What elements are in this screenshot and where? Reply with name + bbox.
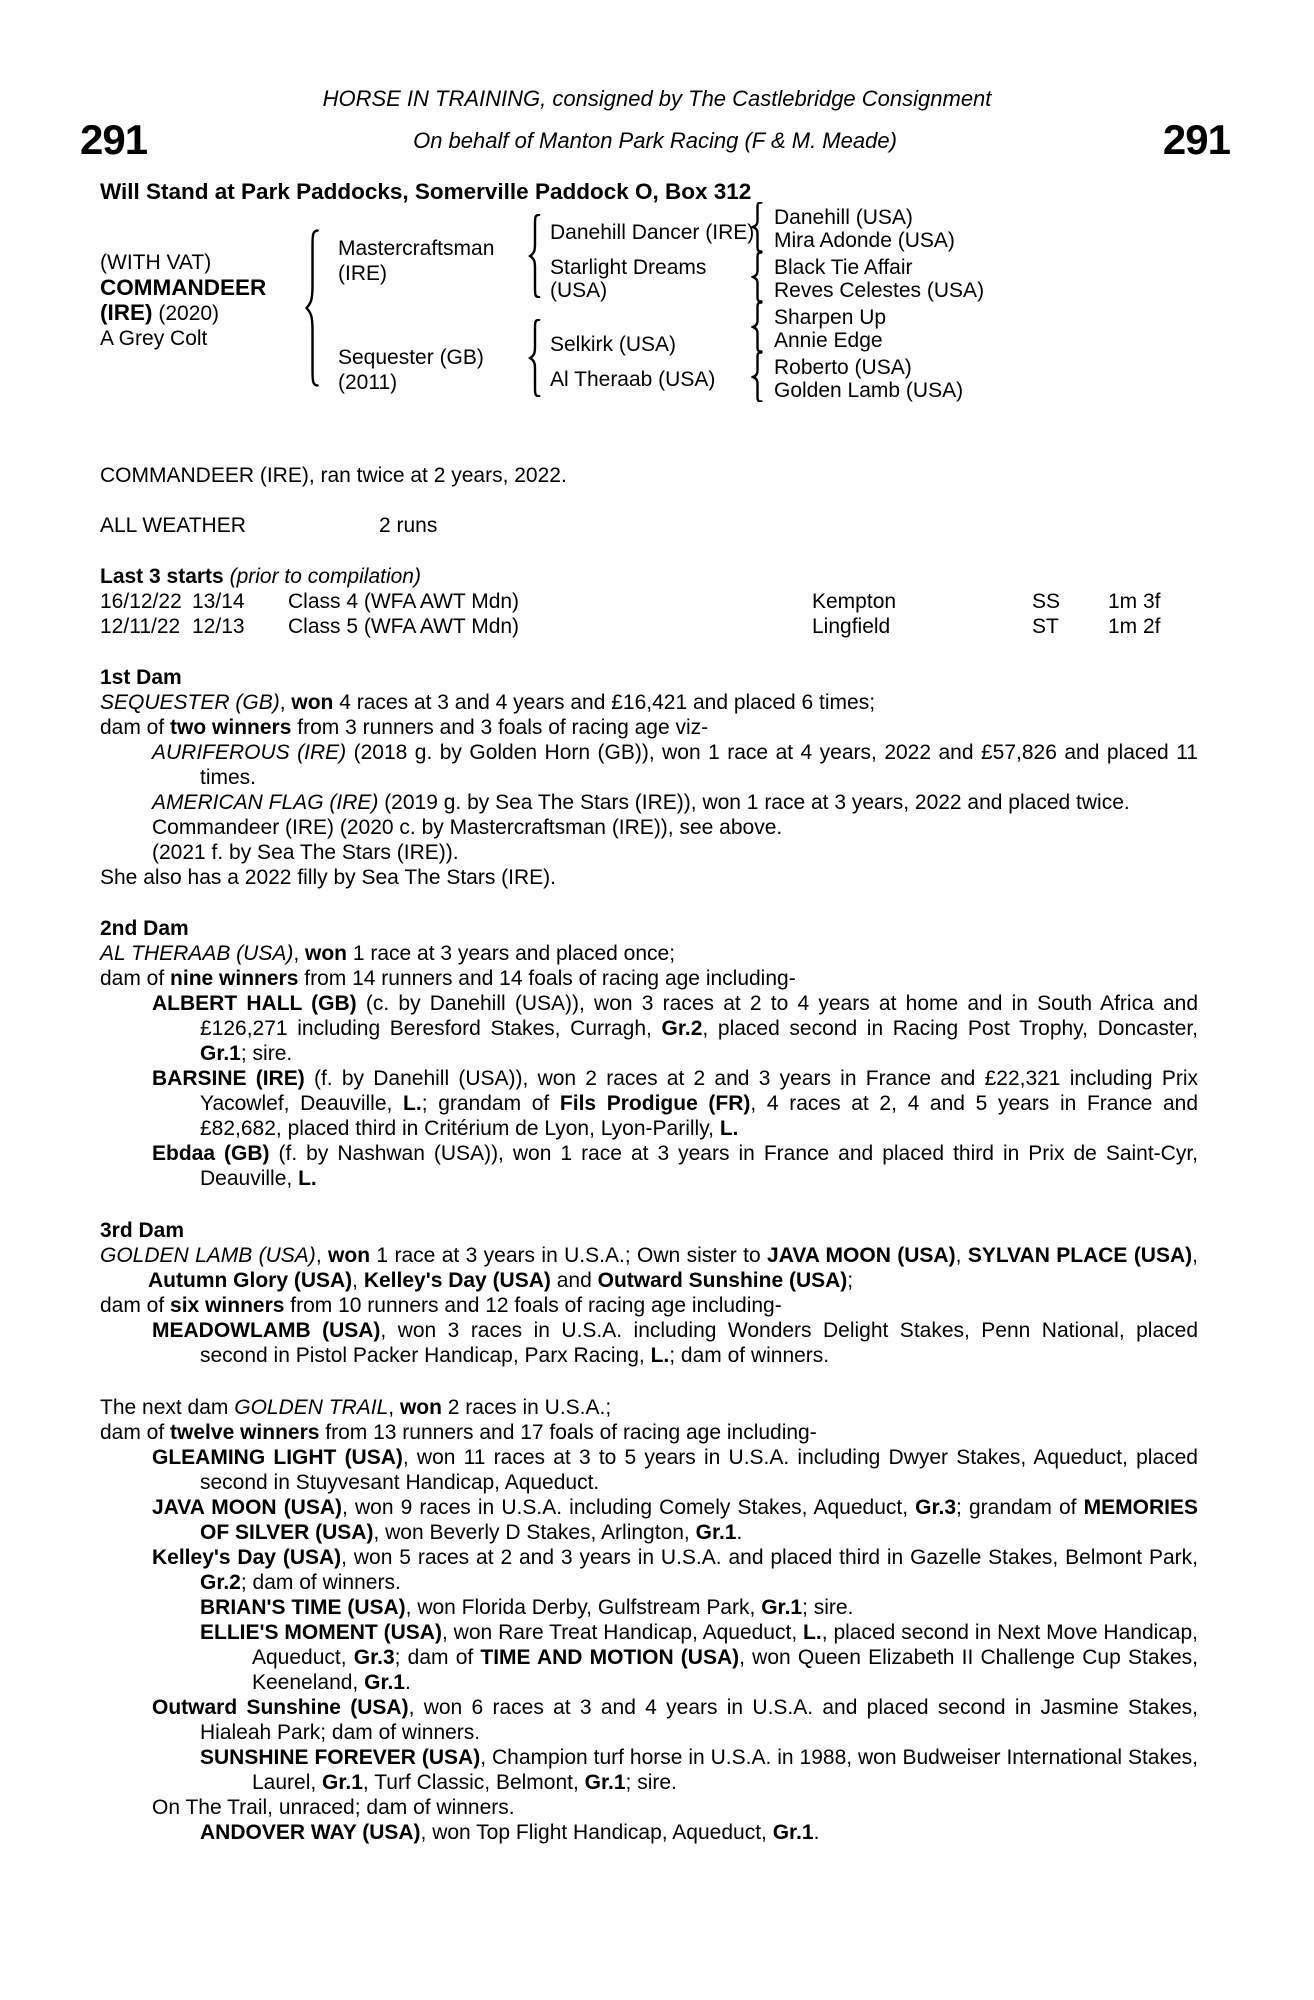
progeny-entry: GLEAMING LIGHT (USA), won 11 races at 3 to 5 years in U.S.A. including Dwyer Stakes, Aqueduct, placed second in Stuyvesant Handicap, Aqueduct. [152, 1446, 1198, 1494]
progeny-sub-entry: ELLIE'S MOMENT (USA), won Rare Treat Handicap, Aqueduct, L., placed second in Next Move Handicap, Aqueduct, Gr.3; dam of TIME AND MOTION (USA), won Queen Elizabeth II Challenge Cup Stakes, Keeneland, Gr.1. [200, 1621, 1199, 1694]
horse-name: COMMANDEER [100, 275, 267, 300]
progeny-entry: AURIFEROUS (IRE) (2018 g. by Golden Horn (GB)), won 1 race at 4 years, 2022 and £57,826 and placed 11 times. [152, 741, 1198, 789]
granddam-sire-side-line1: Starlight Dreams [550, 256, 707, 279]
grandsire-sire-side: Danehill Dancer (IRE) [550, 221, 755, 244]
ancestor-name: Annie Edge [774, 329, 883, 352]
pedigree-chart [0, 205, 1314, 415]
ancestor-name: Black Tie Affair [774, 256, 913, 279]
ancestor-name: Roberto (USA) [774, 356, 912, 379]
last-starts-note: (prior to compilation) [229, 565, 421, 588]
race-going: ST [1032, 615, 1059, 638]
on-behalf-line: On behalf of Manton Park Racing (F & M. Meade) [413, 127, 897, 153]
progeny-entry: Commandeer (IRE) (2020 c. by Mastercraftsman (IRE)), see above. [152, 816, 783, 839]
pedigree-brace [751, 202, 764, 252]
horse-year: (2020) [158, 302, 220, 325]
dam-record: AL THERAAB (USA), won 1 race at 3 years and placed once; [100, 942, 676, 965]
pedigree-brace [304, 229, 321, 387]
race-course: Kempton [812, 590, 897, 613]
race-result-row [100, 614, 1198, 639]
consignor-line: HORSE IN TRAINING, consigned by The Castlebridge Consignment [322, 86, 992, 111]
race-going: SS [1032, 590, 1061, 613]
great-grandparents-pair3 [774, 306, 886, 352]
race-course: Lingfield [812, 615, 891, 638]
pedigree-brace [528, 319, 542, 397]
horse-description: A Grey Colt [100, 327, 208, 350]
sire-country: (IRE) [338, 262, 387, 285]
pedigree-brace [751, 252, 764, 302]
granddam-dam-side: Al Theraab (USA) [550, 368, 716, 391]
race-date: 12/11/22 [100, 615, 181, 638]
race-distance: 1m 2f [1108, 615, 1161, 638]
ancestor-name: Reves Celestes (USA) [774, 279, 985, 302]
sire-block [338, 236, 494, 286]
first-dam-heading: 1st Dam [100, 666, 182, 689]
progeny-sub-entry: SUNSHINE FOREVER (USA), Champion turf horse in U.S.A. in 1988, won Budweiser International Stakes, Laurel, Gr.1, Turf Classic, Belmont, Gr.1; sire. [200, 1746, 1198, 1794]
progeny-entry: On The Trail, unraced; dam of winners. [152, 1796, 515, 1819]
progeny-entry: Kelley's Day (USA), won 5 races at 2 and 3 years in U.S.A. and placed third in Gazelle Stakes, Belmont Park, Gr.2; dam of winners. [152, 1546, 1199, 1594]
progeny-entry: AMERICAN FLAG (IRE) (2019 g. by Sea The Stars (IRE)), won 1 race at 3 years, 2022 and placed twice. [152, 791, 1130, 814]
race-position: 13/14 [192, 590, 245, 613]
surface-summary-row [100, 513, 1198, 538]
ancestor-name: Danehill (USA) [774, 206, 913, 229]
lot-row [0, 116, 1314, 164]
great-grandparents-pair4 [774, 356, 963, 402]
race-position: 12/13 [192, 615, 245, 638]
horse-country: (IRE) [100, 300, 153, 325]
third-dam-heading: 3rd Dam [100, 1219, 185, 1242]
horse-country-year [100, 300, 266, 326]
dam-produce-summary: dam of twelve winners from 13 runners and 17 foals of racing age including- [100, 1421, 817, 1444]
last-starts-heading [100, 564, 1198, 589]
ancestor-name: Golden Lamb (USA) [774, 379, 964, 402]
sire-name: Mastercraftsman [338, 237, 495, 260]
progeny-entry: Ebdaa (GB) (f. by Nashwan (USA)), won 1 race at 3 years in France and placed third in Prix de Saint-Cyr, Deauville, L. [152, 1142, 1199, 1190]
dam-record: SEQUESTER (GB), won 4 races at 3 and 4 years and £16,421 and placed 6 times; [100, 691, 876, 714]
dam-note: She also has a 2022 filly by Sea The Stars (IRE). [100, 866, 557, 889]
race-class: Class 4 (WFA AWT Mdn) [288, 590, 520, 613]
pedigree-brace [528, 214, 542, 298]
horse-name-block [100, 250, 266, 351]
dam-record: GOLDEN LAMB (USA), won 1 race at 3 years in U.S.A.; Own sister to JAVA MOON (USA), SYLVAN PLACE (USA), Autumn Glory (USA), Kelley's Day (USA) and Outward Sunshine (USA); [100, 1244, 1198, 1292]
vat-note: (WITH VAT) [100, 251, 212, 274]
progeny-entry: Outward Sunshine (USA), won 6 races at 3 and 4 years in U.S.A. and placed second in Jasmine Stakes, Hialeah Park; dam of winners. [152, 1696, 1198, 1744]
surface-label: ALL WEATHER [100, 514, 246, 537]
runs-count: 2 runs [379, 514, 438, 537]
race-summary: COMMANDEER (IRE), ran twice at 2 years, 2022. [100, 464, 567, 487]
lot-number-right: 291 [1162, 116, 1230, 163]
dam-name: Sequester (GB) [338, 346, 484, 369]
great-grandparents-pair2 [774, 256, 984, 302]
lot-number-left: 291 [80, 116, 148, 163]
progeny-sub-entry: ANDOVER WAY (USA), won Top Flight Handicap, Aqueduct, Gr.1. [200, 1821, 820, 1844]
pedigree-brace [751, 302, 764, 352]
ancestor-name: Sharpen Up [774, 306, 887, 329]
progeny-entry: ALBERT HALL (GB) (c. by Danehill (USA)), won 3 races at 2 to 4 years at home and in South Africa and £126,271 including Beresford Stakes, Curragh, Gr.2, placed second in Racing Post Trophy, Doncaster, Gr.1; sire. [152, 992, 1199, 1065]
race-distance: 1m 3f [1108, 590, 1161, 613]
dam-produce-summary: dam of six winners from 10 runners and 12 foals of racing age including- [100, 1294, 782, 1317]
race-result-row [100, 589, 1198, 614]
granddam-sire-side [550, 256, 706, 302]
race-date: 16/12/22 [100, 590, 182, 613]
progeny-entry: BARSINE (IRE) (f. by Danehill (USA)), won 2 races at 2 and 3 years in France and £22,321 including Prix Yacowlef, Deauville, L.; grandam of Fils Prodigue (FR), 4 races at 2, 4 and 5 years in France and £82,682, placed third in Critérium de Lyon, Lyon-Parilly, L. [152, 1067, 1199, 1140]
ancestor-name: Mira Adonde (USA) [774, 229, 955, 252]
race-class: Class 5 (WFA AWT Mdn) [288, 615, 520, 638]
dam-produce-summary: dam of two winners from 3 runners and 3 foals of racing age viz- [100, 716, 709, 739]
second-dam-heading: 2nd Dam [100, 917, 189, 940]
dam-produce-summary: dam of nine winners from 14 runners and 14 foals of racing age including- [100, 967, 796, 990]
dam-block [338, 345, 484, 395]
pedigree-brace [751, 352, 764, 402]
next-dam-record: The next dam GOLDEN TRAIL, won 2 races in U.S.A.; [100, 1396, 612, 1419]
stand-location-line: Will Stand at Park Paddocks, Somerville Paddock O, Box 312 [100, 179, 752, 204]
great-grandparents-pair1 [774, 206, 955, 252]
progeny-sub-entry: BRIAN'S TIME (USA), won Florida Derby, Gulfstream Park, Gr.1; sire. [200, 1596, 854, 1619]
grandsire-dam-side: Selkirk (USA) [550, 333, 677, 356]
progeny-entry: MEADOWLAMB (USA), won 3 races in U.S.A. including Wonders Delight Stakes, Penn National, placed second in Pistol Packer Handicap, Parx Racing, L.; dam of winners. [152, 1319, 1199, 1367]
progeny-entry: JAVA MOON (USA), won 9 races in U.S.A. including Comely Stakes, Aqueduct, Gr.3; grandam of MEMORIES OF SILVER (USA), won Beverly D Stakes, Arlington, Gr.1. [152, 1496, 1198, 1544]
dam-year: (2011) [338, 371, 398, 394]
last-starts-label: Last 3 starts [100, 565, 224, 588]
progeny-entry: (2021 f. by Sea The Stars (IRE)). [152, 841, 459, 864]
granddam-sire-side-line2: (USA) [550, 279, 608, 302]
